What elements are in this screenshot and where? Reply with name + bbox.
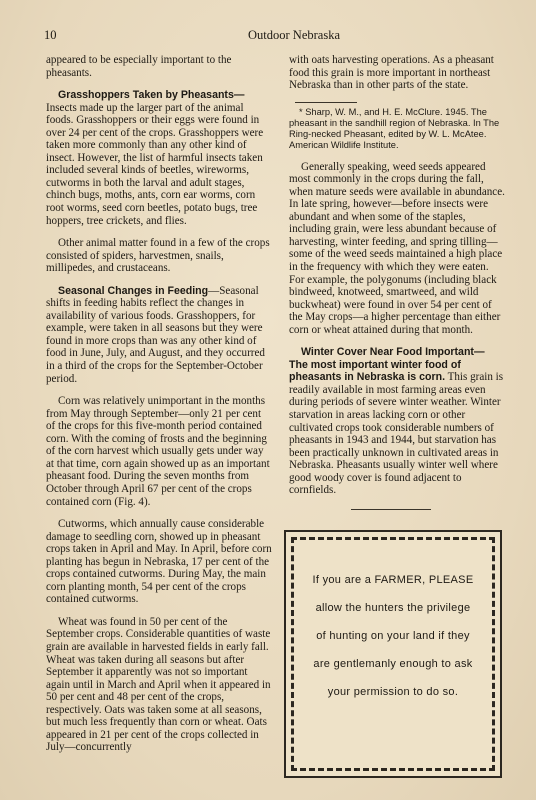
section-body-seasonal: —Seasonal shifts in feeding habits reflect the changes in availability of various foods. Grasshoppers, for example, were taken in all seasons but they were found in more crops than was any other kind of food in June, July, and August, and they occurred in a third of the crops for the September-October period. [46,284,265,385]
section-body-grasshoppers: Insects made up the larger part of the animal foods. Grasshoppers or their eggs were found in over 24 per cent of the crops. Grasshoppers were taken more commonly than any other kind of insect. However, the list of harmful insects taken included several kinds of beetles, wireworms, cutworms in both the larval and adult stages, chinch bugs, moths, ants, corn ear worms, corn root worms, seed corn beetles, potato bugs, tree hoppers, tree crickets, and flies. [46,101,264,227]
left-column [46,54,272,764]
notice-line-1: If you are a FARMER, PLEASE [312,574,474,586]
section-divider [351,509,431,510]
paragraph-wheat: Wheat was found in 50 per cent of the September crops. Considerable quantities of waste grain are available in harvested fields in early fall. Wheat was taken during all seasons but after September it apparently was not so important again until in March and April when it appeared in 50 per cent and 48 per cent of the crops, respectively. Oats was taken some at all seasons, but much less frequently than corn or wheat. Oats appeared in 21 per cent of the crops collected in July—concurrently [46,615,271,754]
paragraph-winter-cover [289,346,505,497]
running-header [44,28,504,46]
paragraph-grasshoppers [46,89,272,227]
paragraph-intro: appeared to be especially important to the pheasants. [46,54,232,79]
notice-line-2: allow the hunters the privilege [315,602,471,614]
section-heading-grasshoppers: Grasshoppers Taken by Pheasants— [58,89,245,102]
farmer-notice-box [284,530,502,778]
footnote-divider [295,102,357,103]
paragraph-cutworms: Cutworms, which annually cause considerable damage to seedling corn, showed up in pheasant crops taken in April and May. In April, before corn planting has begun in Nebraska, 17 per cent of the crops contained cutworms. During May, the main corn planting month, 54 per cent of the crops contained cutworms. [46,518,272,606]
page-number: 10 [44,28,57,42]
notice-text [298,566,488,706]
paragraph-oats-continued: with oats harvesting operations. As a pheasant food this grain is more important in northeast Nebraska than in other parts of the state. [289,54,494,92]
notice-line-3: of hunting on your land if they [316,630,470,642]
section-heading-seasonal: Seasonal Changes in Feeding [58,284,209,297]
notice-line-4: are gentlemanly enough to ask [313,658,473,670]
right-column [289,54,505,510]
paragraph-corn: Corn was relatively unimportant in the months from May through September—only 21 per cent of the crops for this five-month period contained corn. With the coming of frosts and the beginning of the corn harvest which usually gets under way at that time, corn again showed up as an important pheasant food. During the seven months from October through April 67 per cent of the crops contained corn (Fig. 4). [46,395,270,508]
paragraph-weed-seeds: Generally speaking, weed seeds appeared most commonly in the crops during the fall, when mature seeds were available in abundance. In late spring, however—before insects were abundant and when some of the staples, including grain, were less abundant because of harvesting, winter feeding, and spring tilling—some of the weed seeds maintained a high place in the frequency with which they were eaten. For example, the polygonums (including black bindweed, knotweed, smartweed, and wild buckwheat) were found in over 54 per cent of the May crops—a higher percentage than either corn or wheat attained during that month. [289,160,505,336]
journal-title: Outdoor Nebraska [248,28,340,42]
paragraph-seasonal [46,285,272,385]
section-heading-winter-cover: Winter Cover Near Food Important— The most important winter food of pheasants in Nebraska is corn. [289,346,485,384]
section-body-winter-cover: This grain is readily available in most farming areas even during periods of severe winter weather. Winter starvation in areas lacking corn or other cultivated crops took considerable numbers of pheasants in 1943 and 1944, but starvation has been practically unknown in cultivated areas in Nebraska. Pheasants usually winter well where good woody cover is found adjacent to cornfields. [289,371,504,497]
footnote: * Sharp, W. M., and H. E. McClure. 1945. The pheasant in the sandhill region of Nebraska. In The Ring-necked Pheasant, edited by W. L. McAtee. American Wildlife Institute. [289,106,500,150]
paragraph-other-animal: Other animal matter found in a few of the crops consisted of spiders, harvestmen, snails, millipedes, and crustaceans. [46,237,270,275]
notice-line-5: your permission to do so. [327,686,459,698]
